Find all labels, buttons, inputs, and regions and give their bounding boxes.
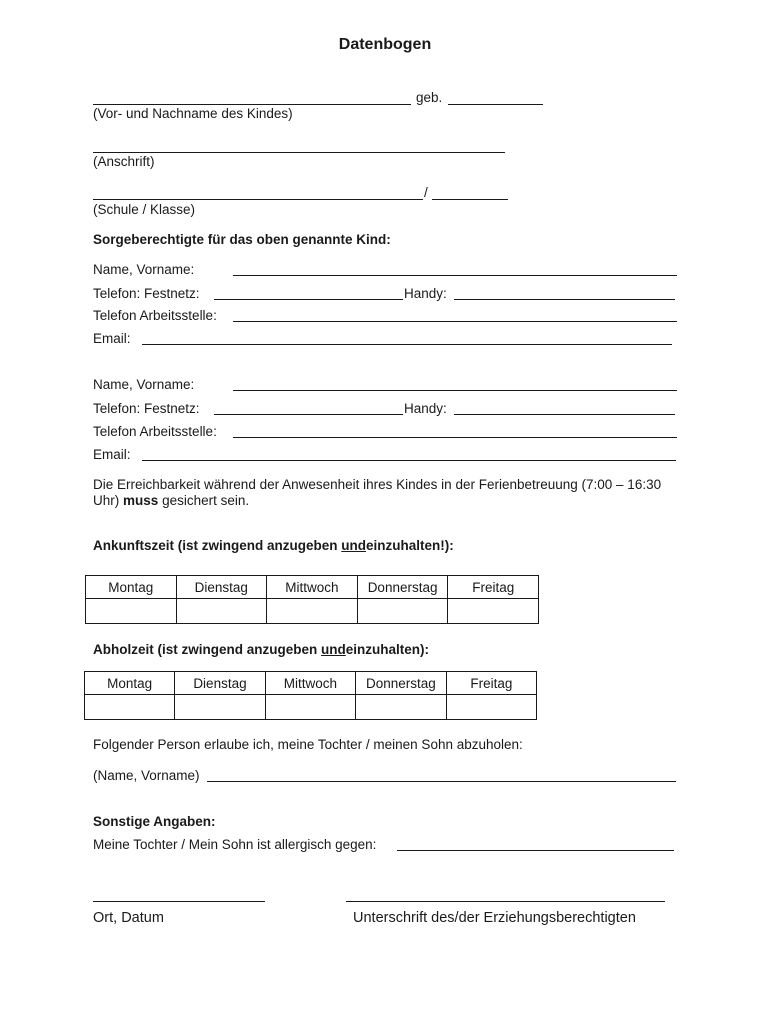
- pickup-time-friday[interactable]: [446, 695, 536, 720]
- guardian-2-name-label: Name, Vorname:: [93, 377, 195, 392]
- arrival-header-wednesday: Mittwoch: [267, 576, 358, 599]
- arrival-header-monday: Montag: [86, 576, 177, 599]
- pickup-table: [84, 671, 537, 720]
- guardian-1-mobile-line[interactable]: [454, 299, 675, 300]
- pickup-heading-text: Abholzeit (ist zwingend anzugeben: [93, 642, 318, 657]
- arrival-header-tuesday: Dienstag: [176, 576, 267, 599]
- guardian-1-mobile-label: Handy:: [404, 286, 447, 301]
- school-caption: (Schule / Klasse): [93, 202, 196, 217]
- pickup-header-thursday: Donnerstag: [356, 672, 447, 695]
- guardian-2-mobile-label: Handy:: [404, 401, 447, 416]
- class-line[interactable]: [432, 199, 508, 200]
- authorized-person-line[interactable]: [207, 781, 676, 782]
- allergy-line[interactable]: [397, 850, 674, 851]
- guardian-2-phone-line[interactable]: [214, 414, 403, 415]
- pickup-heading-text-end: einzuhalten):: [345, 642, 430, 657]
- address-line[interactable]: [93, 152, 505, 153]
- allergy-label: Meine Tochter / Mein Sohn ist allergisch gegen:: [93, 837, 377, 852]
- guardian-1-phone-label: Telefon: Festnetz:: [93, 286, 200, 301]
- guardian-1-work-phone-label: Telefon Arbeitsstelle:: [93, 308, 217, 323]
- birthdate-label: geb.: [416, 90, 443, 105]
- guardian-1-name-label: Name, Vorname:: [93, 262, 195, 277]
- pickup-time-tuesday[interactable]: [175, 695, 265, 720]
- guardian-2-work-phone-line[interactable]: [233, 437, 677, 438]
- guardian-1-email-label: Email:: [93, 331, 131, 346]
- reachability-text-end: gesichert sein.: [162, 493, 250, 508]
- guardian-1-email-line[interactable]: [142, 344, 672, 345]
- arrival-heading: [93, 538, 454, 553]
- pickup-heading: [93, 642, 429, 657]
- arrival-time-wednesday[interactable]: [267, 599, 358, 624]
- arrival-time-thursday[interactable]: [357, 599, 448, 624]
- child-name-caption: (Vor- und Nachname des Kindes): [93, 106, 293, 121]
- arrival-heading-underlined: und: [341, 538, 367, 553]
- pickup-time-wednesday[interactable]: [265, 695, 355, 720]
- child-name-line[interactable]: [93, 104, 411, 105]
- arrival-header-friday: Freitag: [448, 576, 539, 599]
- authorized-person-label: (Name, Vorname): [93, 768, 200, 783]
- guardian-2-name-line[interactable]: [233, 390, 677, 391]
- school-line[interactable]: [93, 199, 423, 200]
- reachability-text-start: Die Erreichbarkeit während der Anwesenheit ihres Kindes in der Ferienbetreuung (7:00 – 16:30 Uhr): [93, 477, 662, 508]
- place-date-label: Ort, Datum: [93, 910, 164, 926]
- school-class-separator: /: [424, 185, 428, 200]
- arrival-time-tuesday[interactable]: [176, 599, 267, 624]
- guardian-2-email-line[interactable]: [142, 460, 676, 461]
- guardians-heading: Sorgeberechtigte für das oben genannte Kind:: [93, 232, 391, 247]
- signature-label: Unterschrift des/der Erziehungsberechtigten: [353, 910, 636, 926]
- arrival-heading-text: Ankunftszeit (ist zwingend anzugeben: [93, 538, 338, 553]
- other-info-heading: Sonstige Angaben:: [93, 814, 216, 829]
- arrival-time-friday[interactable]: [448, 599, 539, 624]
- place-date-line[interactable]: [93, 901, 265, 902]
- guardian-1-work-phone-line[interactable]: [233, 321, 677, 322]
- signature-line[interactable]: [346, 901, 665, 902]
- reachability-notice: [93, 477, 683, 509]
- pickup-heading-underlined: und: [321, 642, 346, 657]
- pickup-authorization-text: Folgender Person erlaube ich, meine Tochter / meinen Sohn abzuholen:: [93, 737, 523, 752]
- pickup-header-tuesday: Dienstag: [175, 672, 265, 695]
- pickup-time-thursday[interactable]: [356, 695, 447, 720]
- pickup-header-friday: Freitag: [446, 672, 536, 695]
- page-title: Datenbogen: [338, 36, 432, 53]
- reachability-emphasis: muss: [123, 493, 159, 508]
- pickup-header-monday: Montag: [85, 672, 175, 695]
- pickup-header-wednesday: Mittwoch: [265, 672, 355, 695]
- guardian-2-email-label: Email:: [93, 447, 131, 462]
- address-caption: (Anschrift): [93, 154, 155, 169]
- arrival-table: [85, 575, 539, 624]
- guardian-1-phone-line[interactable]: [214, 299, 403, 300]
- guardian-2-phone-label: Telefon: Festnetz:: [93, 401, 200, 416]
- guardian-1-name-line[interactable]: [233, 275, 677, 276]
- pickup-time-monday[interactable]: [85, 695, 175, 720]
- arrival-header-thursday: Donnerstag: [357, 576, 448, 599]
- birthdate-line[interactable]: [448, 104, 543, 105]
- arrival-heading-text-end: einzuhalten!):: [366, 538, 454, 553]
- guardian-2-work-phone-label: Telefon Arbeitsstelle:: [93, 424, 217, 439]
- guardian-2-mobile-line[interactable]: [454, 414, 675, 415]
- arrival-time-monday[interactable]: [86, 599, 177, 624]
